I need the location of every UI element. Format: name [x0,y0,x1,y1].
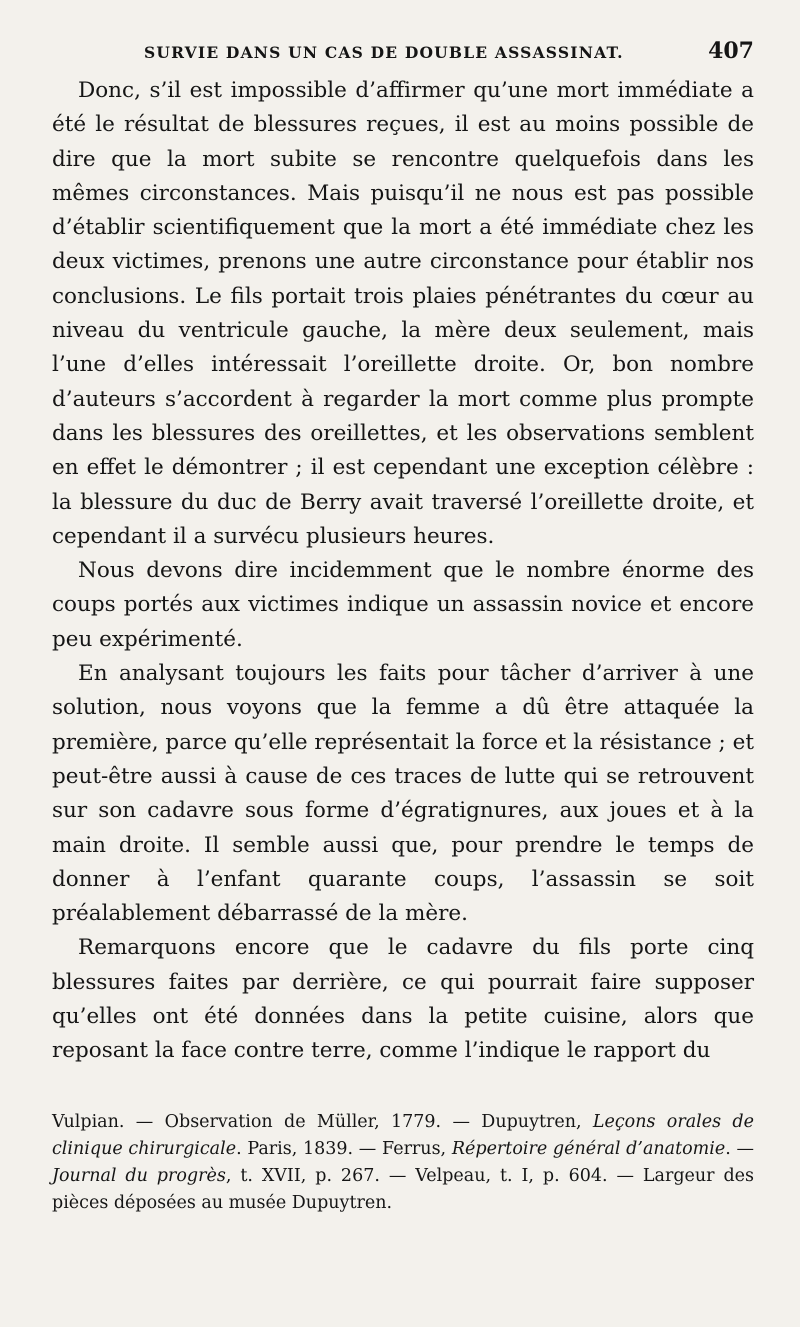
body-text [52,74,754,1069]
footnote-text [52,1109,754,1217]
paragraph-4: Remarquons encore que le cadavre du fils porte cinq blessures faites par derrière, ce qui pourrait faire supposer qu’elles ont été données dans la petite cuisine, alors que reposant la face contre terre, comme l’indique le rapport du [52,935,754,1064]
footnote-part-1: Vulpian. — Observation de Müller, 1779. — Dupuytren, [52,1111,593,1132]
paragraph-3: En analysant toujours les faits pour tâcher d’arriver à une solution, nous voyons que la femme a dû être attaquée la première, parce qu’elle représentait la force et la résistance ; et peut-être aussi à cause de ces traces de lutte qui se retrouvent sur son cadavre sous forme d’égratignures, aux joues et à la main droite. Il semble aussi que, pour prendre le temps de donner à l’enfant quarante coups, l’assassin se soit préalablement débarrassé de la mère. [52,661,754,927]
footnote-part-3: . — [725,1138,754,1159]
paragraph-2: Nous devons dire incidemment que le nombre énorme des coups portés aux victimes indique un assassin novice et encore peu expérimenté. [52,558,754,652]
footnote-italic-3: Journal du progrès [52,1165,226,1186]
footnote-italic-1: Leçons orales de clinique chirurgicale [52,1111,754,1159]
running-title: SURVIE DANS UN CAS DE DOUBLE ASSASSINAT. [144,43,624,62]
page-number: 407 [708,38,754,64]
paragraph-1: Donc, s’il est impossible d’affirmer qu’une mort immédiate a été le résultat de blessures reçues, il est au moins possible de dire que la mort subite se rencontre quelquefois dans les mêmes circonstances. Mais puisqu’il ne nous est pas possible d’établir scientifiquement que la mort a été immédiate chez les deux victimes, prenons une autre circonstance pour établir nos conclusions. Le fils portait trois plaies pénétrantes du cœur au niveau du ventricule gauche, la mère deux seulement, mais l’une d’elles intéressait l’oreillette droite. Or, bon nombre d’auteurs s’accordent à regarder la mort comme plus prompte dans les blessures des oreillettes, et les observations semblent en effet le démontrer ; il est cependant une exception célèbre : la blessure du duc de Berry avait traversé l’oreillette droite, et cependant il a survécu plusieurs heures. [52,78,754,549]
running-head [52,38,754,64]
footnote-italic-2: Répertoire général d’anatomie [451,1138,726,1159]
footnote-part-2: . Paris, 1839. — Ferrus, [236,1138,452,1159]
footnote-part-4: , t. XVII, p. 267. — Velpeau, t. I, p. 604. — Largeur des pièces déposées au musée Dupuytren. [52,1165,754,1213]
footnotes [52,1083,754,1217]
